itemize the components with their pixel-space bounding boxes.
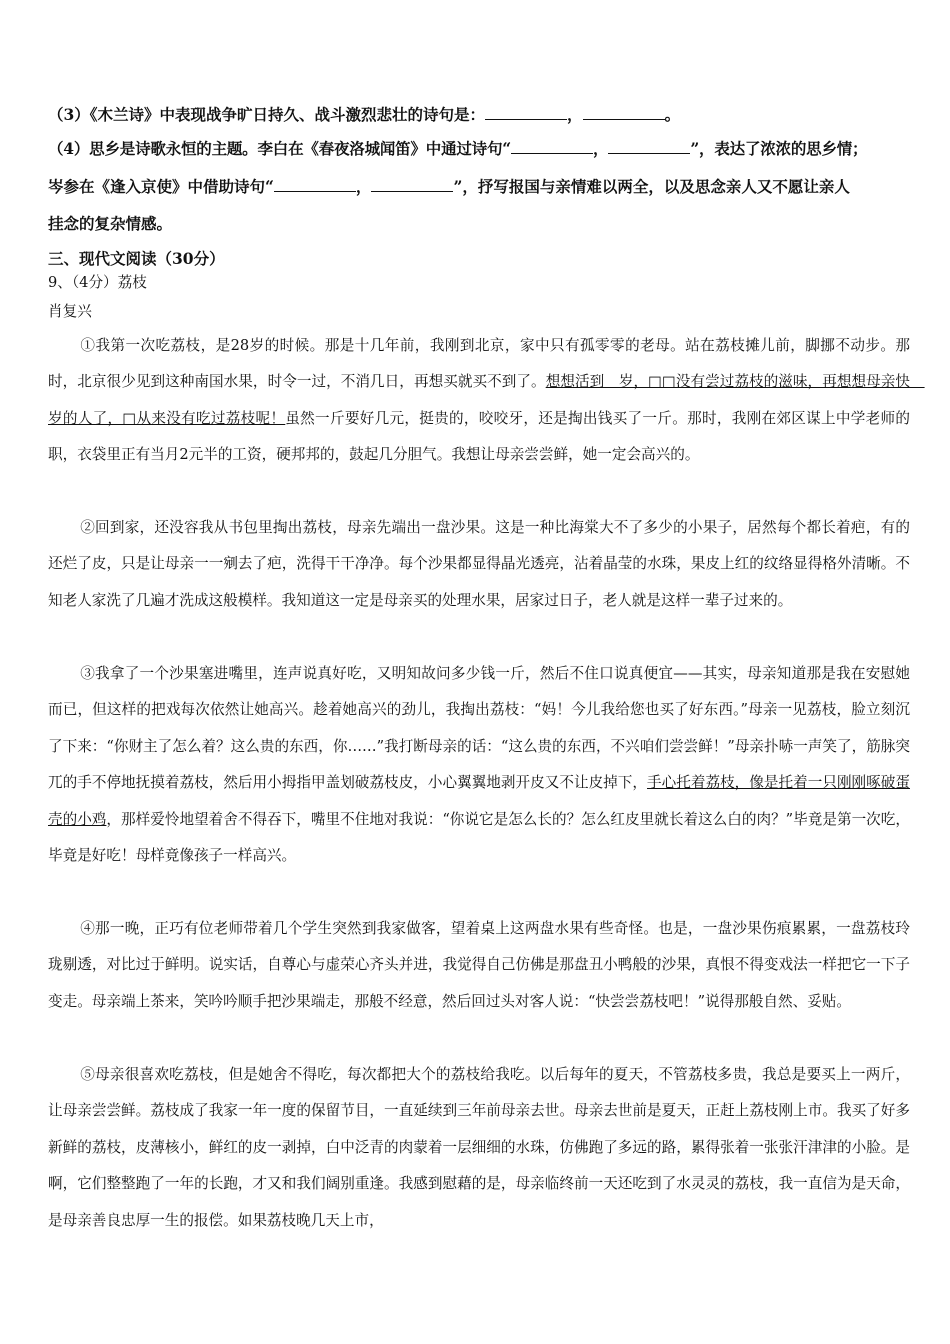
paragraph-4 (48, 911, 910, 1020)
q3-blank-1[interactable] (485, 104, 567, 121)
question-4-line-3: 挂念的复杂情感。 (48, 214, 173, 233)
q4-line2-suffix: ”，抒写报国与亲情难以两全，以及思念亲人又不愿让亲人 (453, 177, 850, 196)
question-4-line-2 (48, 175, 910, 197)
q4-line1-prefix: （4）思乡是诗歌永恒的主题。李白在《春夜洛城闻笛》中通过诗句“ (48, 139, 512, 158)
paragraph-1-text-a: ①我第一次吃荔枝，是28岁的时候。那是十几年前，我刚到北京，家中只有孤零零的老母。站在荔枝摊儿前，脚挪不动步。那时，北京很少见到这种南国水果，时令一过，不消几日，再想买就买不到了。 (48, 337, 910, 391)
q3-blank-2[interactable] (583, 104, 665, 121)
question-3 (48, 103, 910, 125)
q4-line1-suffix: ”，表达了浓浓的思乡情； (690, 139, 868, 158)
paragraph-2 (48, 510, 910, 619)
question-9-title: 9、（4分）荔枝 (48, 274, 147, 291)
q4-line1-separator: ， (593, 139, 609, 158)
q4-line2-prefix: 岑参在《逢入京使》中借助诗句“ (48, 177, 274, 196)
paragraph-3-text-a: ③我拿了一个沙果塞进嘴里，连声说真好吃，又明知故问多少钱一斤，然后不住口说真便宜——其实，母亲知道那是我在安慰她而已，但这样的把戏每次依然让她高兴。趁着她高兴的劲儿，我掏出荔枝：“妈！今儿我给您也买了好东西。”母亲一见荔枝，脸立刻沉了下来：“你财主了怎么着？这么贵的东西，你……”我打断母亲的话：“这么贵的东西，不兴咱们尝尝鲜！”母亲扑哧一声笑了，筋脉突兀的手不停地抚摸着荔枝，然后用小拇指甲盖划破荔枝皮，小心翼翼地剥开皮又不让皮掉下， (48, 665, 910, 792)
q4-blank-4[interactable] (371, 176, 453, 193)
paragraph-1 (48, 328, 925, 474)
paragraph-3-underlined: 手心托着荔枝，像是托着一只刚刚啄破蛋壳的小鸡 (48, 774, 910, 828)
section-heading: 三、现代文阅读（30分） (48, 249, 225, 268)
paragraph-1-underlined: 想想活到 岁，□□没有尝过荔枝的滋味，再想想母亲快 岁的人了，□从来没有吃过荔枝呢！ (48, 373, 925, 427)
paragraph-2-text: ②回到家，还没容我从书包里掏出荔枝，母亲先端出一盘沙果。这是一种比海棠大不了多少的小果子，居然每个都长着疤，有的还烂了皮，只是让母亲一一剜去了疤，洗得干干净净。每个沙果都显得晶光透亮，沾着晶莹的水珠，果皮上红的纹络显得格外清晰。不知老人家洗了几遍才洗成这般模样。我知道这一定是母亲买的处理水果，居家过日子，老人就是这样一辈子过来的。 (48, 519, 910, 609)
paragraph-1-text-b: 虽然一斤要好几元，挺贵的，咬咬牙，还是掏出钱买了一斤。那时，我刚在郊区谋上中学老师的职，衣袋里正有当月2元半的工资，硬邦邦的，鼓起几分胆气。我想让母亲尝尝鲜，她一定会高兴的。 (48, 409, 910, 464)
q4-line2-separator: ， (355, 177, 372, 196)
q4-blank-1[interactable] (511, 138, 593, 155)
question-4-line-1 (48, 137, 910, 159)
paragraph-5 (48, 1057, 910, 1239)
article-author: 肖复兴 (48, 303, 92, 320)
q4-blank-2[interactable] (608, 138, 690, 155)
q3-separator: ， (567, 105, 583, 124)
paragraph-4-text: ④那一晚，正巧有位老师带着几个学生突然到我家做客，望着桌上这两盘水果有些奇怪。也是，一盘沙果伤痕累累，一盘荔枝玲珑剔透，对比过于鲜明。说实话，自尊心与虚荣心齐头并进，我觉得自己仿佛是那盘丑小鸭般的沙果，真恨不得变戏法一样把它一下子变走。母亲端上茶来，笑吟吟顺手把沙果端走，那般不经意，然后回过头对客人说：“快尝尝荔枝吧！”说得那般自然、妥贴。 (48, 920, 910, 1010)
q3-prefix: （3）《木兰诗》中表现战争旷日持久、战斗激烈悲壮的诗句是： (48, 105, 486, 124)
q4-blank-3[interactable] (274, 176, 356, 193)
paragraph-3-text-b: ，那样爱怜地望着舍不得吞下，嘴里不住地对我说：“你说它是怎么长的？怎么红皮里就长着这么白的肉？”毕竟是第一次吃，毕竟是好吃！母样竟像孩子一样高兴。 (48, 810, 910, 865)
paragraph-3 (48, 656, 910, 874)
q3-end: 。 (664, 105, 681, 124)
paragraph-5-text: ⑤母亲很喜欢吃荔枝，但是她舍不得吃，每次都把大个的荔枝给我吃。以后每年的夏天，不管荔枝多贵，我总是要买上一两斤，让母亲尝尝鲜。荔枝成了我家一年一度的保留节目，一直延续到三年前母亲去世。母亲去世前是夏天，正赶上荔枝刚上市。我买了好多新鲜的荔枝，皮薄核小，鲜红的皮一剥掉，白中泛青的肉蒙着一层细细的水珠，仿佛跑了多远的路，累得张着一张张汗津津的小脸。是啊，它们整整跑了一年的长跑，才又和我们阔别重逢。我感到慰藉的是，母亲临终前一天还吃到了水灵灵的荔枝，我一直信为是天命，是母亲善良忠厚一生的报偿。如果荔枝晚几天上市， (48, 1066, 910, 1229)
